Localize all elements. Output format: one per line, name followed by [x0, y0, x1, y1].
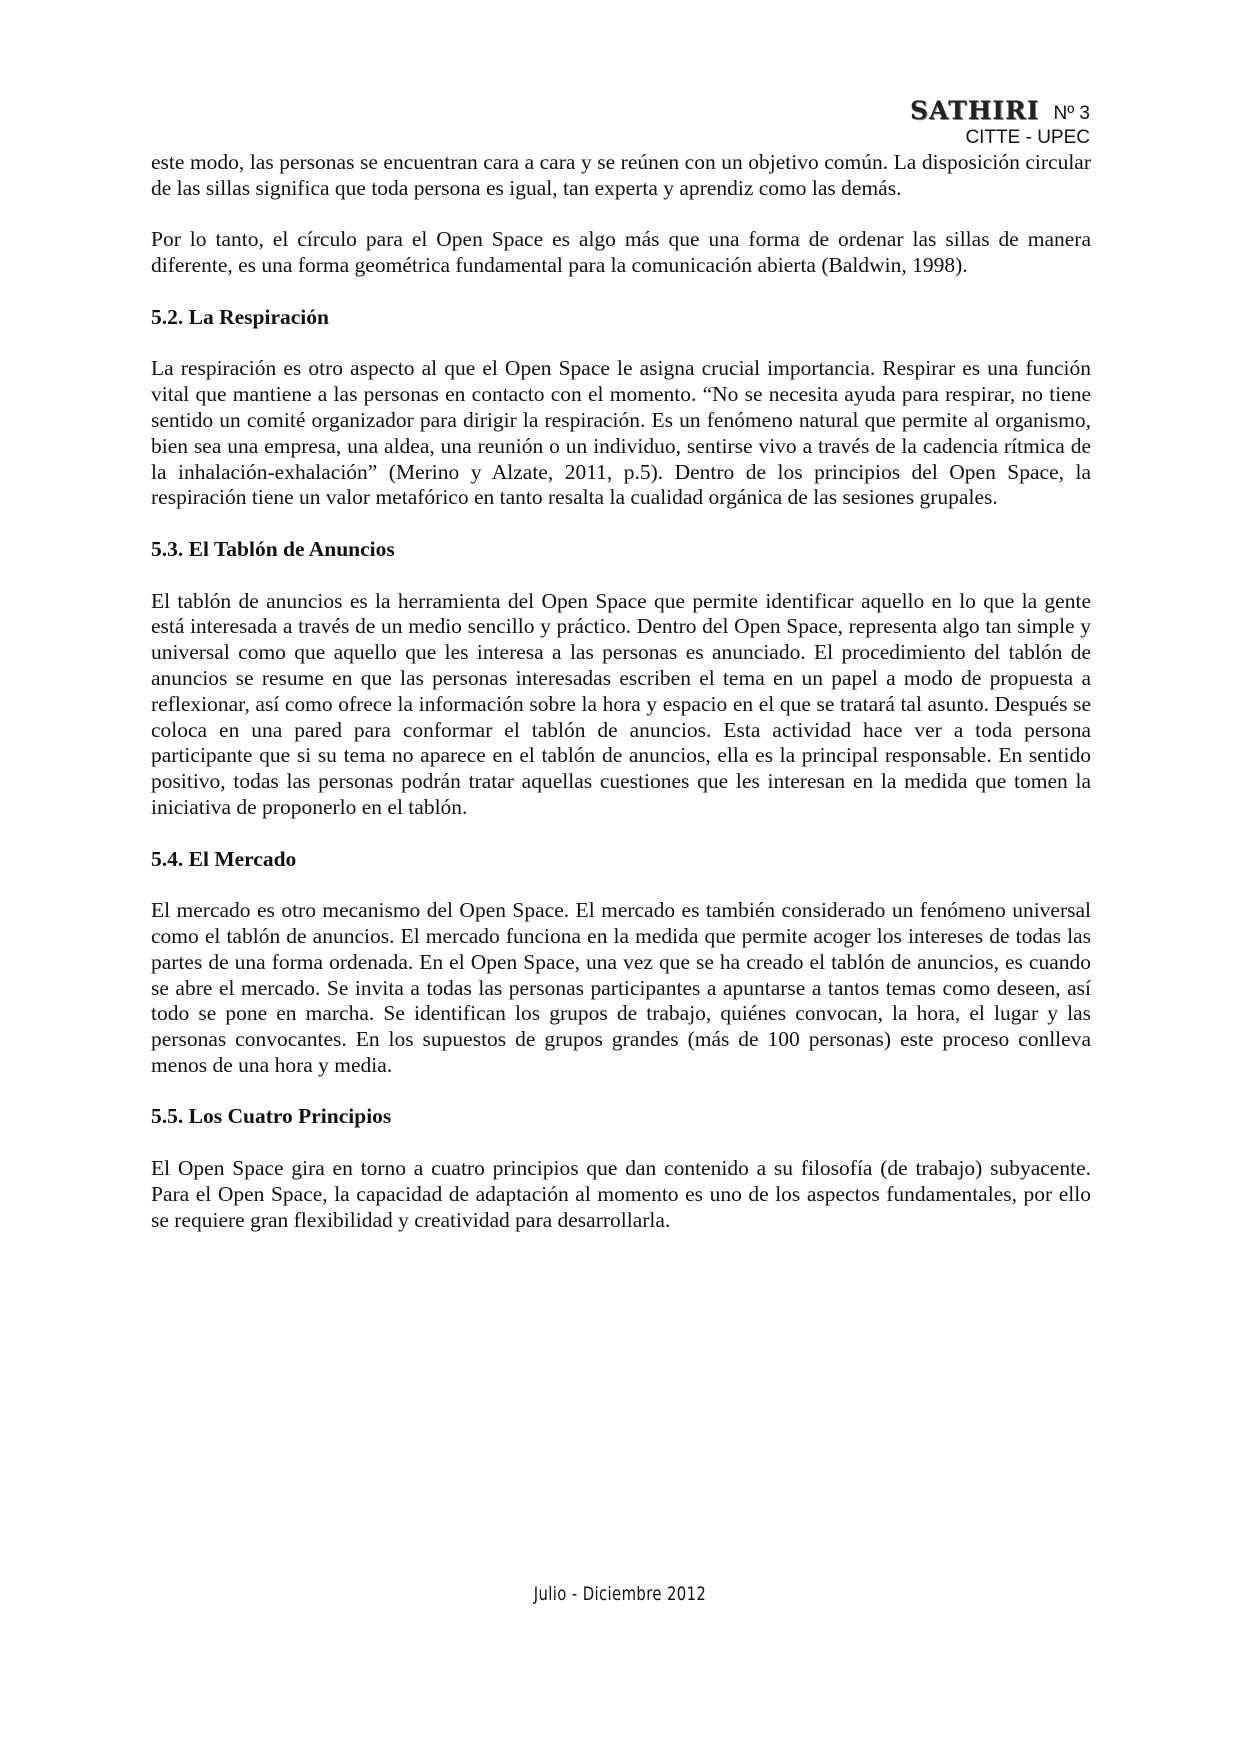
paragraph: La respiración es otro aspecto al que el Open Space le asigna crucial importancia. Respirar es una función vital que mantiene a las personas en contacto con el momento. “No se necesita ayuda para respirar, no tiene sentido un comité organizador para dirigir la respiración. Es un fenómeno natural que permite al organismo, bien sea una empresa, una aldea, una reunión o un individuo, sentirse vivo a través de la cadencia rítmica de la inhalación-exhalación” (Merino y Alzate, 2011, p.5). Dentro de los principios del Open Space, la respiración tiene un valor metafórico en tanto resalta la cualidad orgánica de las sesiones grupales. — [151, 356, 1091, 510]
section-heading: 5.2. La Respiración — [151, 304, 329, 329]
journal-name: SATHIRI — [910, 96, 1040, 125]
section-heading: 5.3. El Tablón de Anuncios — [151, 536, 395, 561]
paragraph: este modo, las personas se encuentran cara a cara y se reúnen con un objetivo común. La disposición circular de las sillas significa que toda persona es igual, tan experta y aprendiz como las demás. — [151, 150, 1091, 200]
page-header — [910, 96, 1090, 149]
section-heading: 5.5. Los Cuatro Principios — [151, 1104, 392, 1129]
organization: CITTE - UPEC — [965, 127, 1090, 148]
paragraph: Por lo tanto, el círculo para el Open Space es algo más que una forma de ordenar las sillas de manera diferente, es una forma geométrica fundamental para la comunicación abierta (Baldwin, 1998). — [151, 227, 1091, 278]
issue-number: Nº 3 — [1053, 103, 1090, 124]
paragraph: El tablón de anuncios es la herramienta del Open Space que permite identificar aquello en lo que la gente está interesada a través de un medio sencillo y práctico. Dentro del Open Space, representa algo tan simple y universal como que aquello que les interesa a las personas es anunciado. El procedimiento del tablón de anuncios se resume en que las personas interesadas escriben el tema en un papel a modo de propuesta a reflexionar, así como ofrece la información sobre la hora y espacio en el que se tratará tal asunto. Después se coloca en una pared para conformar el tablón de anuncios. Esta actividad hace ver a toda persona participante que si su tema no aparece en el tablón de anuncios, ella es la principal responsable. En sentido positivo, todas las personas podrán tratar aquellas cuestiones que les interesan en la medida que tomen la iniciativa de proponerlo en el tablón. — [151, 588, 1091, 819]
paragraph: El Open Space gira en torno a cuatro principios que dan contenido a su filosofía (de trabajo) subyacente. Para el Open Space, la capacidad de adaptación al momento es uno de los aspectos fundamentales, por ello se requiere gran flexibilidad y creatividad para desarrollarla. — [151, 1156, 1091, 1232]
section-heading: 5.4. El Mercado — [151, 846, 297, 871]
journal-line — [910, 96, 1090, 125]
paragraph: El mercado es otro mecanismo del Open Space. El mercado es también considerado un fenómeno universal como el tablón de anuncios. El mercado funciona en la medida que permite acoger los intereses de todas las partes de una forma ordenada. En el Open Space, una vez que se ha creado el tablón de anuncios, es cuando se abre el mercado. Se invita a todas las personas participantes a apuntarse a tantos temas como deseen, así todo se pone en marcha. Se identifican los grupos de trabajo, quiénes convocan, la hora, el lugar y las personas convocantes. En los supuestos de grupos grandes (más de 100 personas) este proceso conlleva menos de una hora y media. — [151, 898, 1091, 1077]
article-body — [151, 150, 1091, 1259]
page-footer: Julio - Diciembre 2012 — [533, 1583, 707, 1605]
